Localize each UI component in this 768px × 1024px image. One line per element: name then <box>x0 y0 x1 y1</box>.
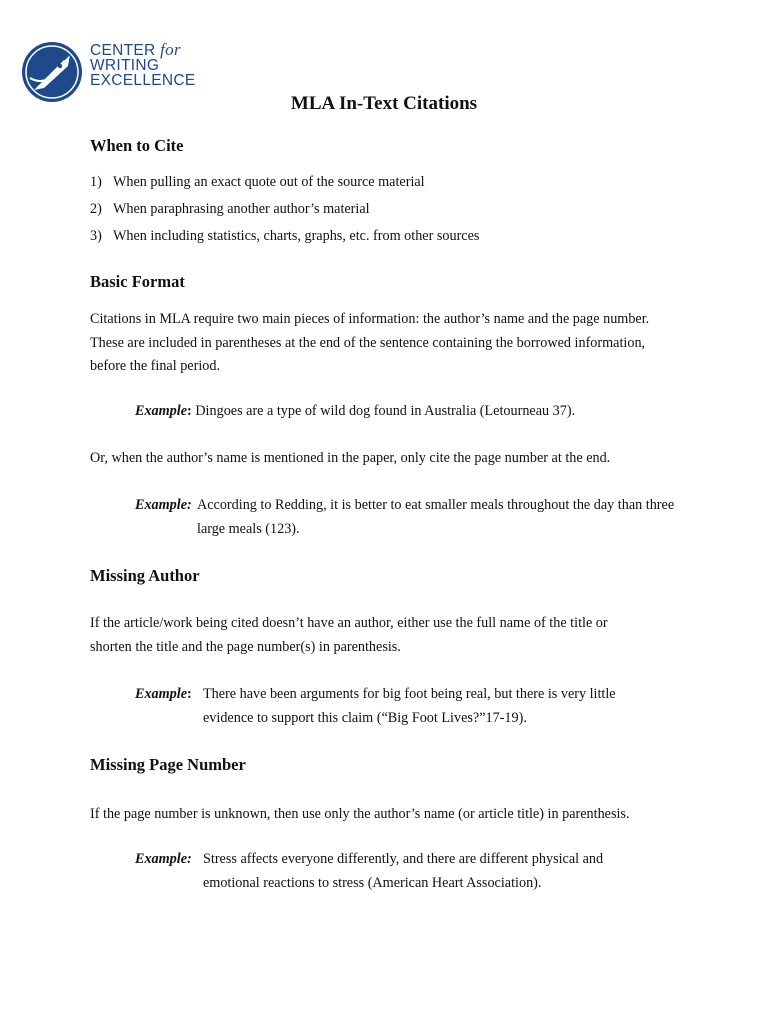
logo-line-1: CENTER <box>90 42 156 59</box>
example-label: Example: <box>135 497 192 513</box>
list-item <box>90 171 479 198</box>
example-text: Stress affects everyone differently, and there are different physical and emotional reactions to stress (American Heart Association). <box>203 851 604 891</box>
list-text: When including statistics, charts, graphs, etc. from other sources <box>113 228 480 244</box>
basic-format-paragraph: Citations in MLA require two main pieces of information: the author’s name and the page number. These are included in parentheses at the end of the sentence containing the borrowed information, before the final period. <box>90 311 650 374</box>
list-text: When paraphrasing another author’s material <box>113 201 370 217</box>
example-label: Example: <box>135 686 192 702</box>
when-to-cite-heading: When to Cite <box>90 136 184 155</box>
example-text: Dingoes are a type of wild dog found in Australia (Letourneau 37). <box>191 403 576 419</box>
example-text: There have been arguments for big foot being real, but there is very little evidence to support this claim (“Big Foot Lives?”17-19). <box>203 686 616 726</box>
basic-format-example-1 <box>135 400 695 424</box>
list-item <box>90 225 479 252</box>
basic-format-paragraph-2: Or, when the author’s name is mentioned in the paper, only cite the page number at the end. <box>90 450 611 466</box>
basic-format-example-2 <box>135 494 695 541</box>
list-text: When pulling an exact quote out of the source material <box>113 174 425 190</box>
example-text: According to Redding, it is better to eat smaller meals throughout the day than three large meals (123). <box>197 497 675 537</box>
when-to-cite-list <box>90 171 479 252</box>
logo-line-3: EXCELLENCE <box>90 72 196 89</box>
logo-line-1-for: for <box>160 40 181 59</box>
example-label: Example: <box>135 851 192 867</box>
logo-line-2: WRITING <box>90 57 160 74</box>
missing-author-example <box>135 683 695 730</box>
list-number: 2) <box>90 201 102 217</box>
list-number: 1) <box>90 174 102 190</box>
missing-author-heading: Missing Author <box>90 566 200 585</box>
logo-text <box>90 42 196 88</box>
basic-format-heading: Basic Format <box>90 272 185 291</box>
missing-author-paragraph: If the article/work being cited doesn’t have an author, either use the full name of the title or shorten the title and the page number(s) in parenthesis. <box>90 615 608 655</box>
example-label: Example: <box>135 403 192 419</box>
list-item <box>90 198 479 225</box>
missing-page-number-heading: Missing Page Number <box>90 755 246 774</box>
list-number: 3) <box>90 228 102 244</box>
missing-page-number-example <box>135 848 695 895</box>
missing-page-number-paragraph: If the page number is unknown, then use only the author’s name (or article title) in parenthesis. <box>90 806 630 822</box>
document-title: MLA In-Text Citations <box>290 93 478 114</box>
